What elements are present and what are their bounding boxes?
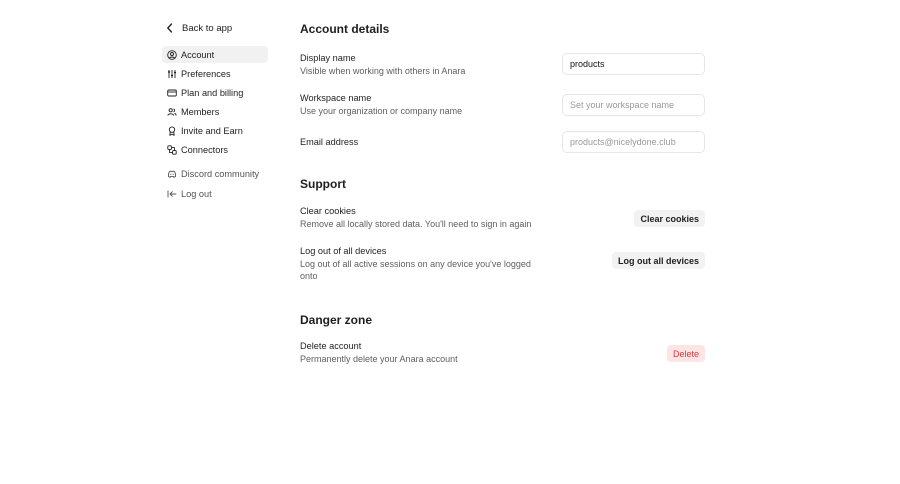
back-to-app-label: Back to app [182, 22, 233, 34]
display-name-desc: Visible when working with others in Anara [300, 66, 466, 76]
sidebar-item-label: Invite and Earn [181, 126, 243, 137]
logout-all-desc-line1: Log out of all active sessions on any device you've logged [300, 259, 531, 269]
display-name-label: Display name [300, 53, 356, 63]
sidebar-item-members[interactable] [162, 104, 268, 121]
sidebar-item-label: Members [181, 107, 220, 118]
sidebar-secondary-nav [162, 166, 268, 202]
workspace-name-row [300, 93, 706, 117]
clear-cookies-desc: Remove all locally stored data. You'll need to sign in again [300, 219, 532, 229]
clear-cookies-label: Clear cookies [300, 206, 356, 216]
logout-all-row [300, 246, 706, 282]
email-label: Email address [300, 137, 359, 147]
support-title: Support [300, 177, 346, 191]
clear-cookies-row [300, 206, 706, 230]
delete-account-row [300, 341, 706, 365]
logout-all-desc-line2: onto [300, 271, 318, 281]
user-circle-icon [166, 49, 177, 60]
plug-icon [166, 145, 177, 156]
sidebar-item-invite-earn[interactable] [162, 123, 268, 140]
settings-sidebar [162, 18, 268, 204]
logout-all-label: Log out of all devices [300, 246, 387, 256]
danger-zone-title: Danger zone [300, 313, 373, 327]
sidebar-item-label: Log out [181, 188, 212, 199]
workspace-name-input[interactable]: Set your workspace name [562, 94, 705, 116]
back-to-app-link[interactable] [162, 18, 268, 38]
sidebar-item-discord[interactable] [162, 166, 268, 183]
display-name-row [300, 53, 706, 77]
sidebar-item-plan-billing[interactable] [162, 84, 268, 101]
sidebar-nav [162, 46, 268, 159]
users-icon [166, 107, 177, 118]
sidebar-item-connectors[interactable] [162, 142, 268, 159]
email-row [300, 137, 706, 147]
settings-main [300, 22, 706, 365]
clear-cookies-button[interactable]: Clear cookies [634, 210, 705, 227]
sidebar-item-label: Discord community [181, 169, 260, 180]
award-icon [166, 126, 177, 137]
delete-account-desc: Permanently delete your Anara account [300, 354, 458, 364]
sidebar-item-label: Account [181, 49, 215, 60]
sidebar-item-label: Connectors [181, 145, 228, 156]
delete-account-label: Delete account [300, 341, 362, 351]
delete-account-button[interactable]: Delete [667, 345, 705, 362]
sidebar-item-label: Preferences [181, 68, 231, 79]
sliders-icon [166, 68, 177, 79]
sidebar-item-account[interactable] [162, 46, 268, 63]
sidebar-item-logout[interactable] [162, 185, 268, 202]
chevron-left-icon [166, 23, 176, 33]
credit-card-icon [166, 87, 177, 98]
logout-icon [166, 188, 177, 199]
workspace-name-desc: Use your organization or company name [300, 106, 463, 116]
workspace-name-label: Workspace name [300, 93, 372, 103]
discord-icon [166, 169, 177, 180]
sidebar-item-label: Plan and billing [181, 87, 244, 98]
logout-all-button[interactable]: Log out all devices [612, 252, 705, 269]
sidebar-item-preferences[interactable] [162, 65, 268, 82]
display-name-input[interactable]: products [562, 53, 705, 75]
account-details-title: Account details [300, 22, 390, 36]
email-input: products@nicelydone.club [562, 131, 705, 153]
